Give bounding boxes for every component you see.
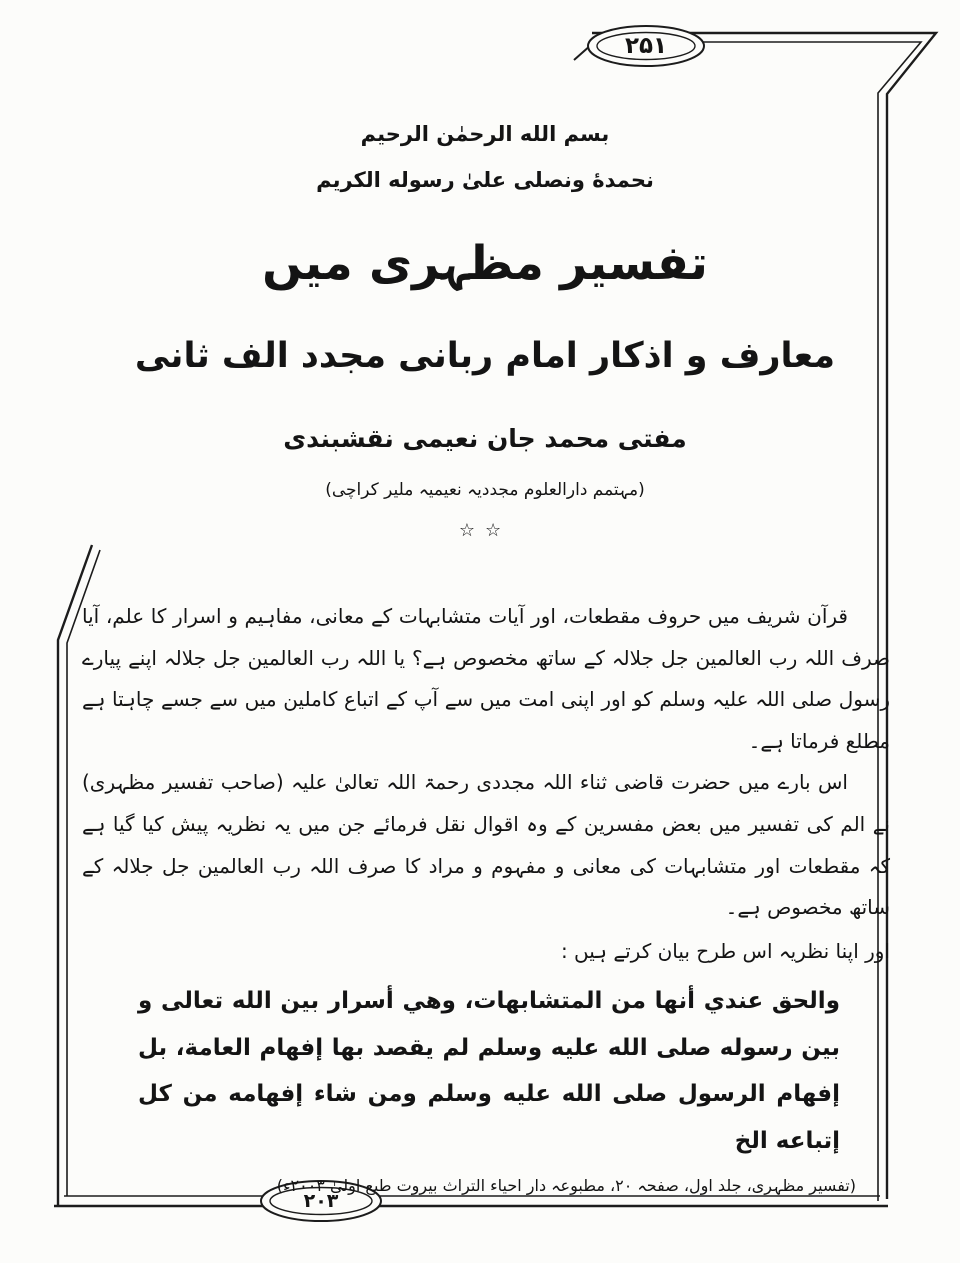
body-text-block [82, 596, 890, 1202]
page-number: ۲۵۱ [624, 33, 668, 59]
main-title-line2: معارف و اذکار امام ربانی مجدد الف ثانی [134, 336, 836, 376]
hamd-line: نحمدهٔ ونصلی علیٰ رسوله الکریم [316, 168, 654, 192]
star-ornament: ☆☆ [458, 520, 512, 541]
footer-ornament-number: ۲۰۳ [303, 1190, 339, 1212]
paragraph-3: اور اپنا نظریہ اس طرح بیان کرتے ہیں : [560, 938, 890, 963]
author-affiliation: (مہتمم دارالعلوم مجددیہ نعیمیہ ملیر کراچی) [325, 480, 645, 500]
paragraph-1: قرآن شریف میں حروف مقطعات، اور آیات متشابہات کے معانی، مفاہیم و اسرار کا علم، آیا صرف اللہ رب العالمین جل جلالہ کے ساتھ مخصوص ہے؟ یا اللہ رب العالمین جل جلالہ اپنے پیارے رسول صلی اللہ علیہ وسلم کو اور اپنی امت میں سے آپ کے اتباع کاملین میں سے جسے چاہتا ہے مطلع فرماتا ہے۔ [82, 604, 890, 753]
reference-citation: (تفسیر مظہری، جلد اول، صفحہ ۲۰، مطبوعہ دار احیاء التراث بیروت طبع اولیٰ ۲۰۰۳ء) [276, 1176, 856, 1196]
paragraph-2: اس بارے میں حضرت قاضی ثناء اللہ مجددی رحمۃ اللہ تعالیٰ علیہ (صاحب تفسیر مظہری) نے الم کی تفسیر میں بعض مفسرین کے وہ اقوال نقل فرمائے جن میں یہ نظریہ پیش کیا گیا ہے کہ مقطعات اور متشابہات کی معانی و مفہوم و مراد کا صرف اللہ رب العالمین جل جلالہ کے ساتھ مخصوص ہے۔ [82, 770, 890, 920]
author-name: مفتی محمد جان نعیمی نقشبندی [283, 424, 687, 453]
bismillah-line: بسم الله الرحمٰن الرحیم [360, 122, 610, 146]
arabic-quotation: والحق عندي أنها من المتشابهات، وهي أسرار بين الله تعالى و بين رسوله صلى الله عليه وسلم لم يقصد بها إفهام العامة، بل إفهام الرسول صلى الله عليه وسلم ومن شاء إفهامه من كل إتباعه الخ [138, 988, 840, 1154]
main-title-line1: تفسیر مظہری میں [262, 236, 708, 291]
